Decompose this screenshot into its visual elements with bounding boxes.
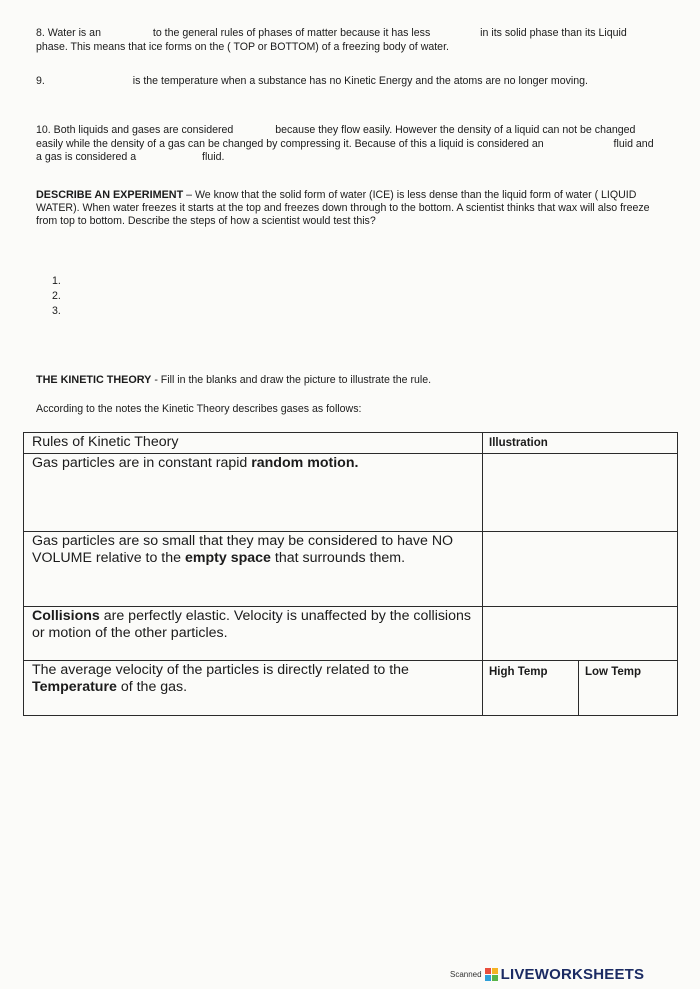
rule-2: Gas particles are so small that they may be considered to have NO VOLUME relative to the empty space that surrounds them. [24, 532, 483, 607]
step-1-input[interactable] [64, 275, 288, 289]
logo-square-3 [485, 975, 491, 981]
q10-blank-1[interactable] [238, 125, 270, 138]
logo-square-2 [492, 968, 498, 974]
rules-header: Rules of Kinetic Theory [24, 433, 483, 454]
kinetic-intro: According to the notes the Kinetic Theory describes gases as follows: [36, 403, 362, 415]
q8-blank-1[interactable] [106, 28, 148, 41]
illustration-header: Illustration [483, 433, 678, 454]
q9-blank[interactable] [50, 76, 128, 89]
logo-square-4 [492, 975, 498, 981]
q10-blank-3[interactable] [141, 152, 197, 165]
high-temp-cell[interactable]: High Temp [483, 661, 579, 716]
step-2: 2. [52, 289, 288, 304]
kinetic-theory-table [23, 432, 678, 716]
step-2-input[interactable] [64, 290, 288, 304]
footer-branding [450, 964, 644, 984]
step-3: 3. [52, 304, 288, 319]
scanned-label: Scanned [450, 969, 482, 979]
illustration-cell-1[interactable] [483, 454, 678, 532]
experiment-paragraph: DESCRIBE AN EXPERIMENT – We know that the solid form of water (ICE) is less dense than the liquid form of water ( LIQUID WATER). When water freezes it starts at the top and freezes down through to the bottom. A scientist thinks that wax will also freeze from top to bottom. Describe the steps of how a scientist would test this? [36, 189, 650, 227]
q8-blank-2[interactable] [435, 28, 475, 41]
question-9: 9. is the temperature when a substance has no Kinetic Energy and the atoms are no longer moving. [36, 75, 588, 87]
q10-blank-2[interactable] [549, 138, 609, 151]
illustration-cell-3[interactable] [483, 607, 678, 661]
liveworksheets-logo-icon [485, 968, 498, 981]
rule-1: Gas particles are in constant rapid random motion. [24, 454, 483, 532]
rule-4: The average velocity of the particles is directly related to the Temperature of the gas. [24, 661, 483, 716]
low-temp-cell[interactable]: Low Temp [579, 661, 678, 716]
rule-row-3 [24, 607, 678, 661]
logo-square-1 [485, 968, 491, 974]
table-header-row [24, 433, 678, 454]
experiment-heading: DESCRIBE AN EXPERIMENT [36, 189, 184, 201]
rule-row-1 [24, 454, 678, 532]
rule-3: Collisions are perfectly elastic. Velocity is unaffected by the collisions or motion of the other particles. [24, 607, 483, 661]
question-8: 8. Water is an to the general rules of phases of matter because it has less in its solid phase than its Liquid phase. This means that ice forms on the ( TOP or BOTTOM) of a freezing body of water. [36, 27, 627, 53]
step-3-input[interactable] [64, 305, 288, 319]
experiment-steps [52, 274, 288, 319]
step-1: 1. [52, 274, 288, 289]
kinetic-heading-line: THE KINETIC THEORY - Fill in the blanks and draw the picture to illustrate the rule. [36, 374, 432, 386]
kinetic-heading: THE KINETIC THEORY [36, 374, 152, 386]
rule-row-4 [24, 661, 678, 716]
question-10: 10. Both liquids and gases are considered because they flow easily. However the density of a liquid can not be changed easily while the density of a gas can be changed by compressing it. Because of this a liquid is considered an fluid and a gas is considered a fluid. [36, 124, 654, 163]
rule-row-2 [24, 532, 678, 607]
illustration-cell-2[interactable] [483, 532, 678, 607]
liveworksheets-brand: LIVEWORKSHEETS [500, 965, 645, 983]
